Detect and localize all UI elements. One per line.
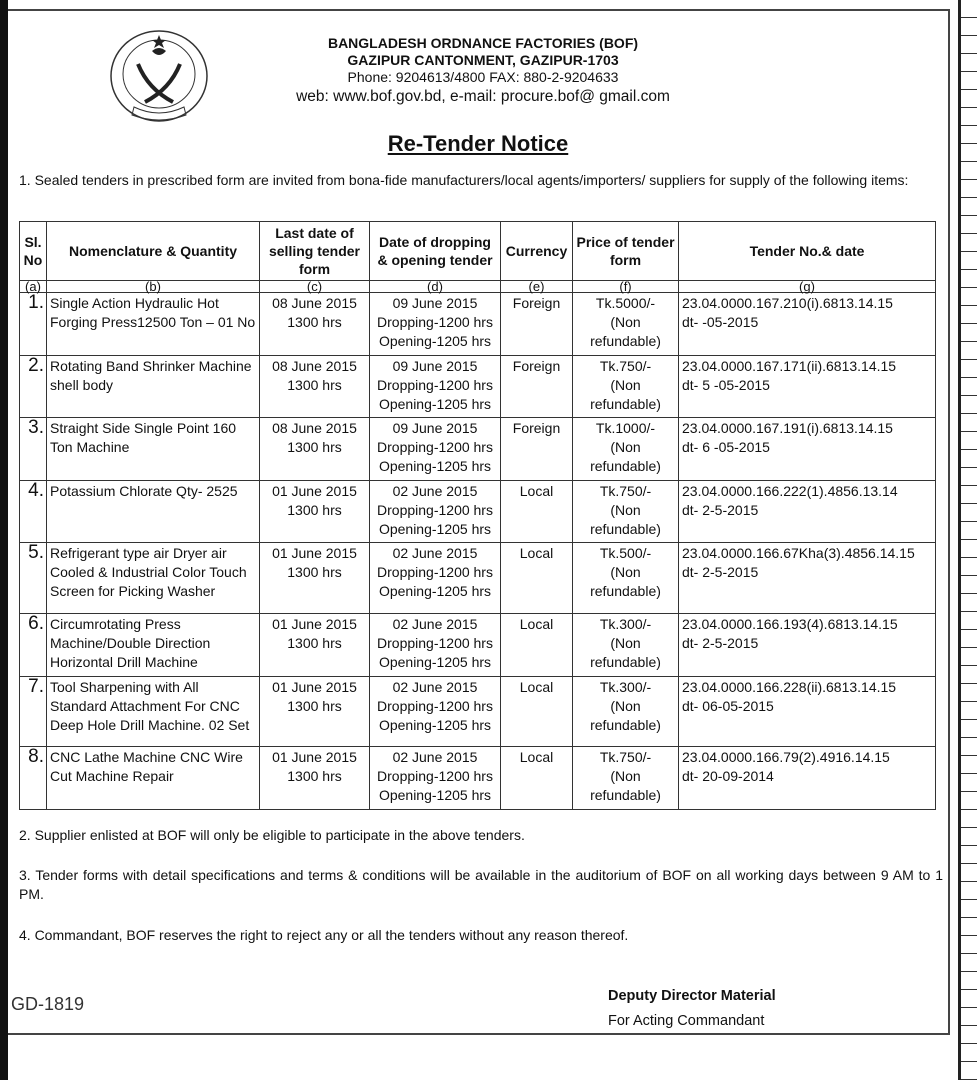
tender-date: dt- 06-05-2015 <box>682 698 774 714</box>
scan-edge-left <box>0 0 8 1080</box>
price: Tk.5000/- <box>595 295 656 311</box>
currency: Local <box>501 677 573 747</box>
opening-time: Opening-1205 hrs <box>378 458 492 474</box>
sl-no: 3. <box>20 418 47 481</box>
open-date: 02 June 2015 <box>392 679 478 695</box>
price-note: (Non refundable) <box>590 635 661 670</box>
org-name: BANGLADESH ORDNANCE FACTORIES (BOF) <box>327 35 639 51</box>
tender-no-cell <box>679 293 936 356</box>
tender-no: 23.04.0000.166.67Kha(3).4856.14.15 <box>682 545 915 561</box>
column-letter-row <box>20 281 936 293</box>
opening-cell <box>370 677 501 747</box>
sl-no: 6. <box>20 614 47 677</box>
paragraph-4: 4. Commandant, BOF reserves the right to reject any or all the tenders without any reason thereof. <box>19 927 629 943</box>
sl-no: 1. <box>20 293 47 356</box>
open-date: 09 June 2015 <box>392 420 478 436</box>
item-name: Single Action Hydraulic Hot Forging Press12500 Ton – 01 No <box>47 293 260 356</box>
price-cell <box>573 677 679 747</box>
open-date: 02 June 2015 <box>392 483 478 499</box>
sell-time: 1300 hrs <box>287 635 342 651</box>
page-title: Re-Tender Notice <box>387 131 569 156</box>
opening-cell <box>370 418 501 481</box>
currency: Local <box>501 543 573 614</box>
tender-no-cell <box>679 614 936 677</box>
tender-notice-page <box>8 9 950 1035</box>
tender-no-cell <box>679 543 936 614</box>
table-row <box>20 356 936 418</box>
col-header: Tender No.& date <box>679 222 936 281</box>
price-cell <box>573 418 679 481</box>
tender-date: dt- 2-5-2015 <box>682 502 759 518</box>
currency: Foreign <box>501 356 573 418</box>
tender-no: 23.04.0000.167.210(i).6813.14.15 <box>682 295 893 311</box>
tender-date: dt- 5 -05-2015 <box>682 377 770 393</box>
item-name: Circumrotating Press Machine/Double Direction Horizontal Drill Machine <box>47 614 260 677</box>
org-address: GAZIPUR CANTONMENT, GAZIPUR-1703 <box>347 52 619 68</box>
sell-time: 1300 hrs <box>287 502 342 518</box>
sell-time: 1300 hrs <box>287 698 342 714</box>
open-date: 09 June 2015 <box>392 358 478 374</box>
opening-time: Opening-1205 hrs <box>378 333 492 349</box>
letterhead <box>228 35 738 105</box>
col-letter: (c) <box>260 281 370 293</box>
price: Tk.1000/- <box>595 420 656 436</box>
dropping-time: Dropping-1200 hrs <box>377 314 493 330</box>
tender-no: 23.04.0000.166.193(4).6813.14.15 <box>682 616 898 632</box>
open-date: 02 June 2015 <box>392 616 478 632</box>
table-row <box>20 293 936 356</box>
price-cell <box>573 747 679 810</box>
price-cell <box>573 356 679 418</box>
price: Tk.500/- <box>599 545 652 561</box>
col-header: Price of tender form <box>573 222 679 281</box>
sl-no: 2. <box>20 356 47 418</box>
table-header-row <box>20 222 936 281</box>
dropping-time: Dropping-1200 hrs <box>377 768 493 784</box>
tender-no: 23.04.0000.166.228(ii).6813.14.15 <box>682 679 897 695</box>
col-letter: (e) <box>501 281 573 293</box>
opening-cell <box>370 481 501 543</box>
table-row <box>20 614 936 677</box>
col-letter: (f) <box>573 281 679 293</box>
currency: Local <box>501 481 573 543</box>
tender-date: dt- 2-5-2015 <box>682 635 759 651</box>
sell-time: 1300 hrs <box>287 564 342 580</box>
currency: Foreign <box>501 418 573 481</box>
sell-date-cell <box>260 418 370 481</box>
tender-no: 23.04.0000.167.191(i).6813.14.15 <box>682 420 893 436</box>
signature-title: Deputy Director Material <box>608 988 776 1004</box>
sell-date-cell <box>260 356 370 418</box>
sell-date: 08 June 2015 <box>272 295 357 311</box>
tender-date: dt- 6 -05-2015 <box>682 439 770 455</box>
price-note: (Non refundable) <box>590 439 661 474</box>
dropping-time: Dropping-1200 hrs <box>377 439 493 455</box>
paragraph-3: 3. Tender forms with detail specifications and terms & conditions will be available in the auditorium of BOF on all working days between 9 AM to 1 PM. <box>19 867 943 902</box>
opening-cell <box>370 356 501 418</box>
tender-date: dt- 20-09-2014 <box>682 768 774 784</box>
price: Tk.750/- <box>599 749 652 765</box>
sl-no: 7. <box>20 677 47 747</box>
col-header: Last date of selling tender form <box>260 222 370 281</box>
opening-time: Opening-1205 hrs <box>378 717 492 733</box>
price: Tk.750/- <box>599 483 652 499</box>
sell-time: 1300 hrs <box>287 439 342 455</box>
dropping-time: Dropping-1200 hrs <box>377 502 493 518</box>
price-note: (Non refundable) <box>590 377 661 412</box>
col-letter: (a) <box>20 281 47 293</box>
sell-date-cell <box>260 543 370 614</box>
price-note: (Non refundable) <box>590 768 661 803</box>
opening-time: Opening-1205 hrs <box>378 583 492 599</box>
tender-table <box>19 221 936 810</box>
col-letter: (g) <box>679 281 936 293</box>
table-row <box>20 543 936 614</box>
opening-time: Opening-1205 hrs <box>378 521 492 537</box>
sell-date: 01 June 2015 <box>272 483 357 499</box>
opening-time: Opening-1205 hrs <box>378 787 492 803</box>
tender-date: dt- -05-2015 <box>682 314 759 330</box>
col-letter: (d) <box>370 281 501 293</box>
sell-time: 1300 hrs <box>287 377 342 393</box>
sell-date-cell <box>260 293 370 356</box>
signature-subtitle: For Acting Commandant <box>608 1013 765 1029</box>
sell-date: 01 June 2015 <box>272 545 357 561</box>
paragraph-1: 1. Sealed tenders in prescribed form are invited from bona-fide manufacturers/local agents/importers/ suppliers for supply of the following items: <box>19 172 909 188</box>
sell-date: 01 June 2015 <box>272 679 357 695</box>
tender-no-cell <box>679 747 936 810</box>
opening-cell <box>370 543 501 614</box>
sell-date-cell <box>260 614 370 677</box>
reference-code: GD-1819 <box>11 994 85 1014</box>
open-date: 09 June 2015 <box>392 295 478 311</box>
sell-date: 08 June 2015 <box>272 358 357 374</box>
dropping-time: Dropping-1200 hrs <box>377 635 493 651</box>
table-row <box>20 677 936 747</box>
tender-no-cell <box>679 418 936 481</box>
sl-no: 5. <box>20 543 47 614</box>
tender-no: 23.04.0000.166.222(1).4856.13.14 <box>682 483 898 499</box>
table-row <box>20 418 936 481</box>
currency: Foreign <box>501 293 573 356</box>
item-name: Tool Sharpening with All Standard Attachment For CNC Deep Hole Drill Machine. 02 Set <box>47 677 260 747</box>
opening-time: Opening-1205 hrs <box>378 396 492 412</box>
price-cell <box>573 293 679 356</box>
paragraph-2: 2. Supplier enlisted at BOF will only be eligible to participate in the above tenders. <box>19 827 525 843</box>
currency: Local <box>501 614 573 677</box>
tender-no: 23.04.0000.166.79(2).4916.14.15 <box>682 749 890 765</box>
sell-date-cell <box>260 481 370 543</box>
sl-no: 4. <box>20 481 47 543</box>
price-note: (Non refundable) <box>590 564 661 599</box>
sell-time: 1300 hrs <box>287 768 342 784</box>
tender-no: 23.04.0000.167.171(ii).6813.14.15 <box>682 358 897 374</box>
sell-date: 01 June 2015 <box>272 616 357 632</box>
price-cell <box>573 543 679 614</box>
currency: Local <box>501 747 573 810</box>
item-name: Refrigerant type air Dryer air Cooled & Industrial Color Touch Screen for Picking Washer <box>47 543 260 614</box>
item-name: CNC Lathe Machine CNC Wire Cut Machine Repair <box>47 747 260 810</box>
scan-edge-right <box>958 0 977 1080</box>
open-date: 02 June 2015 <box>392 545 478 561</box>
item-name: Potassium Chlorate Qty- 2525 <box>47 481 260 543</box>
col-letter: (b) <box>47 281 260 293</box>
item-name: Straight Side Single Point 160 Ton Machine <box>47 418 260 481</box>
sell-date: 01 June 2015 <box>272 749 357 765</box>
org-phone: Phone: 9204613/4800 FAX: 880-2-9204633 <box>347 69 619 85</box>
price-note: (Non refundable) <box>590 502 661 537</box>
col-header: Date of dropping & opening tender <box>370 222 501 281</box>
sell-date-cell <box>260 677 370 747</box>
sell-date-cell <box>260 747 370 810</box>
opening-time: Opening-1205 hrs <box>378 654 492 670</box>
tender-no-cell <box>679 677 936 747</box>
tender-no-cell <box>679 356 936 418</box>
col-header: Currency <box>501 222 573 281</box>
price-cell <box>573 614 679 677</box>
col-header: Nomenclature & Quantity <box>47 222 260 281</box>
col-header: Sl. No <box>20 222 47 281</box>
sl-no: 8. <box>20 747 47 810</box>
org-web: web: www.bof.gov.bd, e-mail: procure.bof@ gmail.com <box>296 88 670 105</box>
price: Tk.300/- <box>599 679 652 695</box>
tender-no-cell <box>679 481 936 543</box>
dropping-time: Dropping-1200 hrs <box>377 377 493 393</box>
dropping-time: Dropping-1200 hrs <box>377 698 493 714</box>
price-note: (Non refundable) <box>590 314 661 349</box>
table-row <box>20 747 936 810</box>
open-date: 02 June 2015 <box>392 749 478 765</box>
price: Tk.750/- <box>599 358 652 374</box>
price-note: (Non refundable) <box>590 698 661 733</box>
item-name: Rotating Band Shrinker Machine shell body <box>47 356 260 418</box>
opening-cell <box>370 747 501 810</box>
price: Tk.300/- <box>599 616 652 632</box>
dropping-time: Dropping-1200 hrs <box>377 564 493 580</box>
opening-cell <box>370 614 501 677</box>
price-cell <box>573 481 679 543</box>
bof-emblem-icon <box>108 29 210 123</box>
sell-date: 08 June 2015 <box>272 420 357 436</box>
table-row <box>20 481 936 543</box>
sell-time: 1300 hrs <box>287 314 342 330</box>
opening-cell <box>370 293 501 356</box>
tender-date: dt- 2-5-2015 <box>682 564 759 580</box>
